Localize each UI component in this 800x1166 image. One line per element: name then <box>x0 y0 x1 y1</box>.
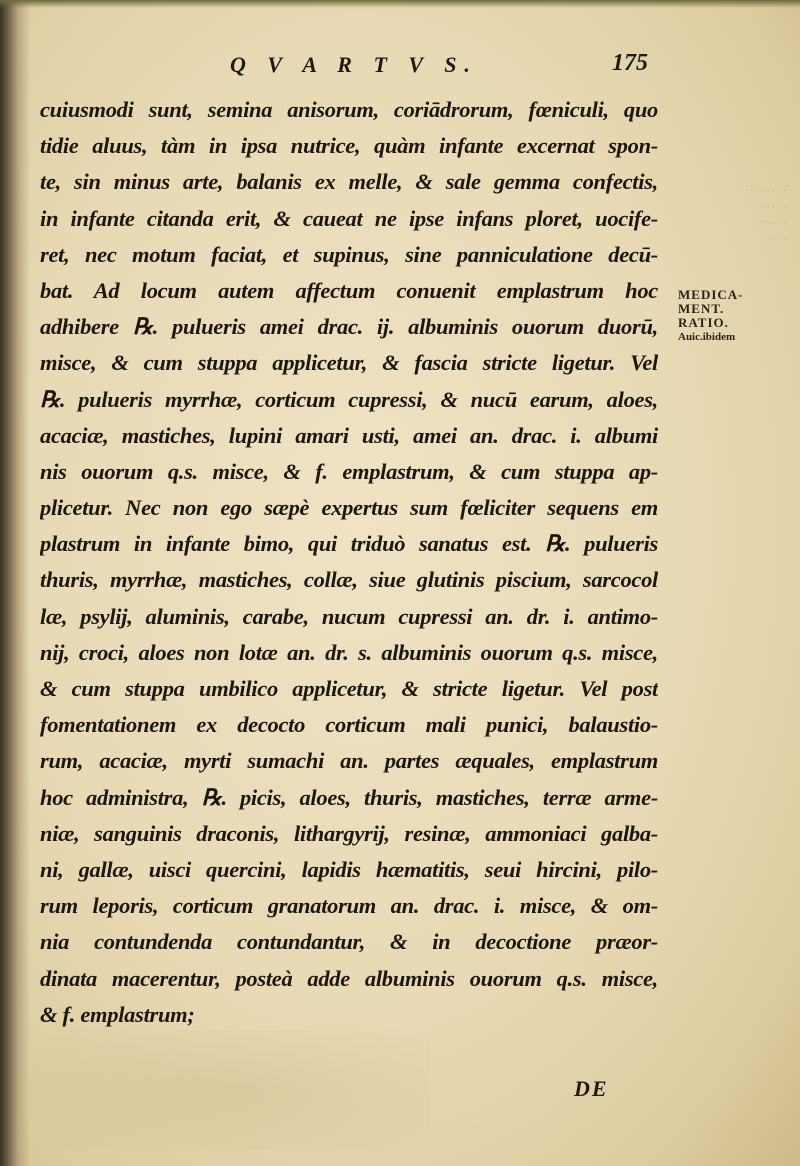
text-line: rum leporis, corticum granatorum an. drac. i. misce, & om- <box>40 893 658 919</box>
text-line: plicetur. Nec non ego sæpè expertus sum fœliciter sequens em <box>40 495 658 521</box>
text-line: misce, & cum stuppa applicetur, & fascia stricte ligetur. Vel <box>40 350 658 376</box>
text-line: acaciæ, mastiches, lupini amari usti, amei an. drac. i. albumi <box>40 422 658 448</box>
text-line: hoc administra, ℞. picis, aloes, thuris, mastiches, terræ arme- <box>40 784 658 810</box>
margin-note-line: RATIO. <box>678 315 729 330</box>
text-line-last: & f. emplastrum; <box>40 1001 195 1027</box>
text-line: bat. Ad locum autem affectum conuenit emplastrum hoc <box>40 277 658 303</box>
margin-note <box>678 288 744 344</box>
text-line: rum, acaciæ, myrti sumachi an. partes æquales, emplastrum <box>40 748 658 774</box>
margin-note-line: MENT. <box>678 301 725 316</box>
margin-note-line: MEDICA- <box>678 287 744 302</box>
text-line: tidie aluus, tàm in ipsa nutrice, quàm infante excernat spon- <box>40 133 658 159</box>
text-line: ni, gallæ, uisci quercini, lapidis hæmatitis, seui hircini, pilo- <box>40 856 658 882</box>
text-line: niæ, sanguinis draconis, lithargyrij, resinæ, ammoniaci galba- <box>40 820 658 846</box>
text-line: in infante citanda erit, & caueat ne ipse infans ploret, uocife- <box>40 205 658 231</box>
text-line: te, sin minus arte, balanis ex melle, & sale gemma confectis, <box>40 169 658 195</box>
page-top-edge <box>0 0 800 8</box>
text-line: plastrum in infante bimo, qui triduò sanatus est. ℞. pulueris <box>40 531 658 557</box>
text-line: ret, nec motum faciat, et supinus, sine panniculatione decū- <box>40 241 658 267</box>
body-text <box>40 92 658 1033</box>
margin-note-reference: Auic.ibidem <box>678 331 736 343</box>
text-line: adhibere ℞. pulueris amei drac. ij. albuminis ouorum duorū, <box>40 314 658 340</box>
running-head: Q V A R T V S. <box>230 52 478 77</box>
text-line: læ, psylij, aluminis, carabe, nucum cupressi an. dr. i. antimo- <box>40 603 658 629</box>
paper-stain <box>30 1030 430 1150</box>
catchword: DE <box>574 1076 609 1101</box>
show-through-text: . . . . . . . . . . . . . . . . . . . . . . <box>750 182 786 242</box>
text-line: nia contundenda contundantur, & in decoctione præor- <box>40 929 658 955</box>
text-line: nis ouorum q.s. misce, & f. emplastrum, & cum stuppa ap- <box>40 458 658 484</box>
text-line: thuris, myrrhæ, mastiches, collæ, siue glutinis piscium, sarcocol <box>40 567 658 593</box>
text-line: & cum stuppa umbilico applicetur, & stricte ligetur. Vel post <box>40 676 658 701</box>
text-line: dinata macerentur, posteà adde albuminis ouorum q.s. misce, <box>40 965 658 991</box>
gutter-shadow <box>0 0 30 1166</box>
text-line: nij, croci, aloes non lotæ an. dr. s. albuminis ouorum q.s. misce, <box>40 639 658 665</box>
text-line: fomentationem ex decocto corticum mali punici, balaustio- <box>40 712 658 738</box>
text-line: ℞. pulueris myrrhæ, corticum cupressi, & nucū earum, aloes, <box>40 386 658 412</box>
page-number: 175 <box>612 50 648 76</box>
text-line: cuiusmodi sunt, semina anisorum, coriādrorum, fœniculi, quo <box>40 97 658 122</box>
